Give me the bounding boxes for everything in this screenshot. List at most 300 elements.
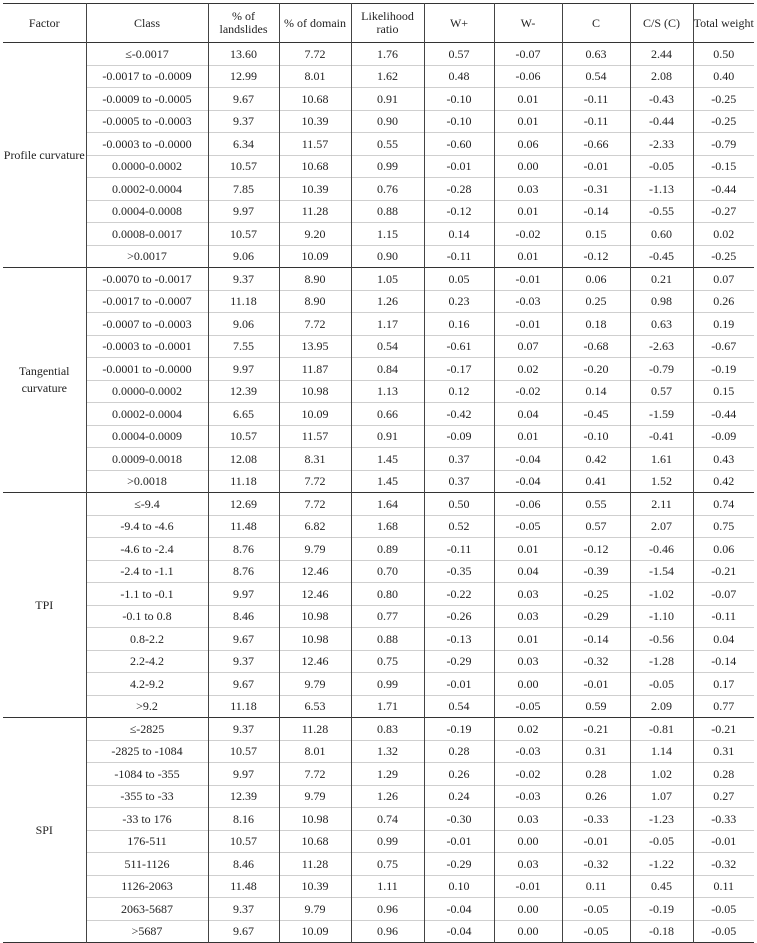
pct-domain-cell: 10.98 [279,628,351,651]
studentized-contrast-cell: 0.98 [630,290,693,313]
class-cell: -1084 to -355 [86,763,208,786]
w-minus-cell: -0.01 [494,268,562,291]
pct-domain-cell: 10.98 [279,605,351,628]
contrast-cell: 0.06 [562,268,630,291]
total-weight-cell: 0.11 [693,875,754,898]
total-weight-cell: -0.79 [693,133,754,156]
pct-domain-cell: 10.09 [279,920,351,943]
w-minus-cell: 0.01 [494,245,562,268]
likelihood-ratio-cell: 1.76 [351,43,424,66]
pct-domain-cell: 7.72 [279,313,351,336]
w-plus-cell: 0.10 [424,875,494,898]
studentized-contrast-cell: -2.63 [630,335,693,358]
table-row [3,875,754,898]
table-row [3,448,754,471]
w-minus-cell: 0.00 [494,155,562,178]
class-cell: ≤-2825 [86,718,208,741]
studentized-contrast-cell: -1.13 [630,178,693,201]
pct-domain-cell: 10.39 [279,178,351,201]
w-minus-cell: 0.03 [494,808,562,831]
w-minus-cell: -0.02 [494,223,562,246]
table-row [3,470,754,493]
pct-landslides-cell: 9.37 [208,110,279,133]
class-cell: >9.2 [86,695,208,718]
w-minus-cell: -0.05 [494,695,562,718]
header-pct-landslides: % of landslides [208,4,279,43]
total-weight-cell: -0.19 [693,358,754,381]
pct-domain-cell: 9.20 [279,223,351,246]
pct-landslides-cell: 10.57 [208,830,279,853]
total-weight-cell: -0.09 [693,425,754,448]
pct-landslides-cell: 9.67 [208,88,279,111]
pct-domain-cell: 8.01 [279,65,351,88]
w-plus-cell: 0.12 [424,380,494,403]
pct-landslides-cell: 11.18 [208,290,279,313]
pct-domain-cell: 10.09 [279,245,351,268]
table-row [3,515,754,538]
contrast-cell: -0.01 [562,673,630,696]
pct-landslides-cell: 9.37 [208,718,279,741]
likelihood-ratio-cell: 1.45 [351,470,424,493]
pct-domain-cell: 9.79 [279,785,351,808]
w-minus-cell: 0.04 [494,403,562,426]
total-weight-cell: -0.11 [693,605,754,628]
total-weight-cell: -0.33 [693,808,754,831]
likelihood-ratio-cell: 0.77 [351,605,424,628]
header-studentized-contrast: C/S (C) [630,4,693,43]
studentized-contrast-cell: -1.59 [630,403,693,426]
pct-domain-cell: 10.68 [279,155,351,178]
pct-domain-cell: 11.28 [279,853,351,876]
table-row [3,920,754,943]
studentized-contrast-cell: 1.02 [630,763,693,786]
table-row [3,245,754,268]
likelihood-ratio-cell: 0.74 [351,808,424,831]
w-minus-cell: -0.04 [494,470,562,493]
pct-landslides-cell: 8.46 [208,853,279,876]
w-minus-cell: -0.01 [494,875,562,898]
table-row [3,380,754,403]
class-cell: 511-1126 [86,853,208,876]
studentized-contrast-cell: 0.45 [630,875,693,898]
pct-landslides-cell: 8.76 [208,538,279,561]
pct-landslides-cell: 9.97 [208,358,279,381]
total-weight-cell: 0.02 [693,223,754,246]
likelihood-ratio-cell: 0.75 [351,650,424,673]
total-weight-cell: 0.43 [693,448,754,471]
pct-landslides-cell: 6.65 [208,403,279,426]
w-minus-cell: 0.00 [494,898,562,921]
w-minus-cell: -0.03 [494,290,562,313]
contrast-cell: -0.11 [562,110,630,133]
likelihood-ratio-cell: 1.17 [351,313,424,336]
likelihood-ratio-cell: 0.91 [351,88,424,111]
studentized-contrast-cell: -0.56 [630,628,693,651]
contrast-cell: 0.55 [562,493,630,516]
pct-landslides-cell: 9.97 [208,200,279,223]
studentized-contrast-cell: 0.57 [630,380,693,403]
w-plus-cell: -0.04 [424,920,494,943]
pct-domain-cell: 10.98 [279,808,351,831]
pct-domain-cell: 10.39 [279,110,351,133]
pct-domain-cell: 10.98 [279,380,351,403]
class-cell: 0.0000-0.0002 [86,380,208,403]
pct-landslides-cell: 9.06 [208,313,279,336]
total-weight-cell: -0.25 [693,245,754,268]
pct-domain-cell: 10.09 [279,403,351,426]
class-cell: -355 to -33 [86,785,208,808]
total-weight-cell: 0.74 [693,493,754,516]
contrast-cell: 0.42 [562,448,630,471]
studentized-contrast-cell: -0.19 [630,898,693,921]
pct-landslides-cell: 11.48 [208,875,279,898]
pct-domain-cell: 10.68 [279,830,351,853]
class-cell: 2.2-4.2 [86,650,208,673]
pct-landslides-cell: 9.97 [208,763,279,786]
pct-domain-cell: 10.68 [279,88,351,111]
factor-cell: SPI [35,822,53,837]
pct-domain-cell: 11.28 [279,718,351,741]
studentized-contrast-cell: -2.33 [630,133,693,156]
w-minus-cell: 0.07 [494,335,562,358]
total-weight-cell: -0.32 [693,853,754,876]
contrast-cell: -0.68 [562,335,630,358]
pct-landslides-cell: 12.69 [208,493,279,516]
class-cell: 0.0000-0.0002 [86,155,208,178]
likelihood-ratio-cell: 1.45 [351,448,424,471]
class-cell: >0.0017 [86,245,208,268]
total-weight-cell: 0.31 [693,740,754,763]
contrast-cell: -0.14 [562,628,630,651]
w-plus-cell: 0.23 [424,290,494,313]
likelihood-ratio-cell: 0.88 [351,200,424,223]
pct-domain-cell: 8.31 [279,448,351,471]
pct-landslides-cell: 10.57 [208,425,279,448]
table-row [3,200,754,223]
w-minus-cell: 0.00 [494,673,562,696]
w-plus-cell: -0.12 [424,200,494,223]
likelihood-ratio-cell: 0.76 [351,178,424,201]
class-cell: >0.0018 [86,470,208,493]
w-plus-cell: -0.22 [424,583,494,606]
total-weight-cell: -0.05 [693,898,754,921]
w-minus-cell: 0.01 [494,628,562,651]
contrast-cell: -0.32 [562,853,630,876]
likelihood-ratio-cell: 0.90 [351,245,424,268]
w-plus-cell: 0.50 [424,493,494,516]
w-plus-cell: 0.24 [424,785,494,808]
header-w-plus: W+ [424,4,494,43]
w-plus-cell: 0.26 [424,763,494,786]
contrast-cell: 0.26 [562,785,630,808]
table-row [3,493,754,516]
studentized-contrast-cell: 0.63 [630,313,693,336]
table-row [3,178,754,201]
w-plus-cell: -0.10 [424,110,494,133]
w-plus-cell: 0.37 [424,448,494,471]
total-weight-cell: -0.25 [693,110,754,133]
pct-landslides-cell: 12.99 [208,65,279,88]
w-minus-cell: 0.03 [494,583,562,606]
contrast-cell: 0.63 [562,43,630,66]
pct-landslides-cell: 12.08 [208,448,279,471]
landslide-weights-table [3,3,754,943]
class-cell: ≤-0.0017 [86,43,208,66]
class-cell: 0.0002-0.0004 [86,403,208,426]
class-cell: -33 to 176 [86,808,208,831]
likelihood-ratio-cell: 1.26 [351,290,424,313]
pct-domain-cell: 9.79 [279,898,351,921]
header-pct-domain: % of domain [279,4,351,43]
table-row [3,628,754,651]
contrast-cell: 0.14 [562,380,630,403]
class-cell: -2.4 to -1.1 [86,560,208,583]
class-cell: 0.0008-0.0017 [86,223,208,246]
pct-landslides-cell: 12.39 [208,785,279,808]
studentized-contrast-cell: -0.45 [630,245,693,268]
pct-landslides-cell: 11.18 [208,470,279,493]
w-plus-cell: -0.01 [424,155,494,178]
w-minus-cell: 0.01 [494,425,562,448]
table-row [3,65,754,88]
pct-domain-cell: 12.46 [279,650,351,673]
likelihood-ratio-cell: 1.62 [351,65,424,88]
header-total-weight: Total weight [693,4,754,43]
total-weight-cell: -0.67 [693,335,754,358]
total-weight-cell: 0.42 [693,470,754,493]
table-row [3,853,754,876]
likelihood-ratio-cell: 0.84 [351,358,424,381]
contrast-cell: -0.21 [562,718,630,741]
factor-group [3,43,754,268]
w-plus-cell: 0.14 [424,223,494,246]
total-weight-cell: 0.15 [693,380,754,403]
pct-landslides-cell: 9.37 [208,898,279,921]
header-factor: Factor [28,15,60,30]
w-plus-cell: -0.26 [424,605,494,628]
class-cell: -0.0003 to -0.0001 [86,335,208,358]
contrast-cell: -0.01 [562,830,630,853]
total-weight-cell: 0.04 [693,628,754,651]
contrast-cell: -0.31 [562,178,630,201]
w-plus-cell: 0.28 [424,740,494,763]
likelihood-ratio-cell: 0.99 [351,673,424,696]
contrast-cell: -0.14 [562,200,630,223]
w-plus-cell: -0.29 [424,650,494,673]
class-cell: -0.0005 to -0.0003 [86,110,208,133]
w-plus-cell: -0.01 [424,673,494,696]
pct-landslides-cell: 9.37 [208,268,279,291]
w-plus-cell: -0.35 [424,560,494,583]
pct-domain-cell: 11.57 [279,425,351,448]
likelihood-ratio-cell: 0.54 [351,335,424,358]
table-row [3,560,754,583]
w-minus-cell: 0.03 [494,178,562,201]
table-row [3,223,754,246]
pct-landslides-cell: 9.67 [208,920,279,943]
w-minus-cell: 0.02 [494,718,562,741]
total-weight-cell: 0.26 [693,290,754,313]
likelihood-ratio-cell: 1.15 [351,223,424,246]
likelihood-ratio-cell: 1.32 [351,740,424,763]
contrast-cell: -0.29 [562,605,630,628]
pct-domain-cell: 9.79 [279,673,351,696]
table-row [3,718,754,741]
header-contrast: C [562,4,630,43]
total-weight-cell: 0.07 [693,268,754,291]
header-w-minus: W- [494,4,562,43]
pct-domain-cell: 10.39 [279,875,351,898]
table-row [3,268,754,291]
contrast-cell: 0.11 [562,875,630,898]
studentized-contrast-cell: -0.18 [630,920,693,943]
class-cell: -0.0017 to -0.0009 [86,65,208,88]
total-weight-cell: -0.21 [693,560,754,583]
likelihood-ratio-cell: 1.68 [351,515,424,538]
w-minus-cell: 0.03 [494,853,562,876]
studentized-contrast-cell: 0.60 [630,223,693,246]
likelihood-ratio-cell: 0.88 [351,628,424,651]
studentized-contrast-cell: -0.41 [630,425,693,448]
pct-landslides-cell: 8.46 [208,605,279,628]
studentized-contrast-cell: 1.52 [630,470,693,493]
total-weight-cell: 0.06 [693,538,754,561]
class-cell: 0.0004-0.0009 [86,425,208,448]
pct-domain-cell: 12.46 [279,560,351,583]
contrast-cell: -0.05 [562,920,630,943]
w-minus-cell: 0.01 [494,88,562,111]
table-row [3,43,754,66]
table-row [3,785,754,808]
contrast-cell: -0.11 [562,88,630,111]
class-cell: ≤-9.4 [86,493,208,516]
w-minus-cell: 0.03 [494,650,562,673]
total-weight-cell: 0.17 [693,673,754,696]
w-minus-cell: 0.01 [494,538,562,561]
w-minus-cell: -0.03 [494,740,562,763]
table-row [3,313,754,336]
w-minus-cell: -0.06 [494,65,562,88]
pct-landslides-cell: 9.06 [208,245,279,268]
factor-group [3,493,754,718]
w-plus-cell: -0.29 [424,853,494,876]
pct-domain-cell: 8.90 [279,290,351,313]
studentized-contrast-cell: -0.46 [630,538,693,561]
contrast-cell: 0.28 [562,763,630,786]
w-minus-cell: -0.02 [494,763,562,786]
pct-landslides-cell: 6.34 [208,133,279,156]
table-row [3,673,754,696]
total-weight-cell: 0.27 [693,785,754,808]
class-cell: -0.0009 to -0.0005 [86,88,208,111]
pct-domain-cell: 11.28 [279,200,351,223]
contrast-cell: -0.32 [562,650,630,673]
total-weight-cell: 0.77 [693,695,754,718]
contrast-cell: -0.33 [562,808,630,831]
studentized-contrast-cell: -1.22 [630,853,693,876]
total-weight-cell: 0.40 [693,65,754,88]
studentized-contrast-cell: -1.28 [630,650,693,673]
w-plus-cell: -0.60 [424,133,494,156]
likelihood-ratio-cell: 0.99 [351,155,424,178]
pct-domain-cell: 7.72 [279,470,351,493]
studentized-contrast-cell: 1.07 [630,785,693,808]
contrast-cell: -0.39 [562,560,630,583]
table-row [3,830,754,853]
w-plus-cell: -0.13 [424,628,494,651]
class-cell: 176-511 [86,830,208,853]
w-plus-cell: 0.57 [424,43,494,66]
total-weight-cell: -0.07 [693,583,754,606]
pct-landslides-cell: 7.55 [208,335,279,358]
pct-landslides-cell: 10.57 [208,223,279,246]
studentized-contrast-cell: -0.05 [630,673,693,696]
likelihood-ratio-cell: 1.26 [351,785,424,808]
w-minus-cell: 0.01 [494,110,562,133]
pct-domain-cell: 13.95 [279,335,351,358]
w-minus-cell: 0.01 [494,200,562,223]
class-cell: -0.0003 to -0.0000 [86,133,208,156]
contrast-cell: -0.01 [562,155,630,178]
w-plus-cell: -0.42 [424,403,494,426]
pct-domain-cell: 7.72 [279,763,351,786]
total-weight-cell: -0.25 [693,88,754,111]
studentized-contrast-cell: 0.21 [630,268,693,291]
pct-landslides-cell: 8.16 [208,808,279,831]
likelihood-ratio-cell: 0.70 [351,560,424,583]
w-plus-cell: -0.28 [424,178,494,201]
pct-landslides-cell: 8.76 [208,560,279,583]
table-row [3,538,754,561]
factor-cell: Tangential curvature [19,364,70,395]
pct-landslides-cell: 11.18 [208,695,279,718]
table-row [3,335,754,358]
contrast-cell: -0.05 [562,898,630,921]
table-row [3,695,754,718]
total-weight-cell: -0.27 [693,200,754,223]
w-plus-cell: -0.30 [424,808,494,831]
class-cell: -0.0001 to -0.0000 [86,358,208,381]
class-cell: -0.0070 to -0.0017 [86,268,208,291]
class-cell: 0.8-2.2 [86,628,208,651]
class-cell: 0.0004-0.0008 [86,200,208,223]
table-row [3,763,754,786]
table-row [3,403,754,426]
pct-landslides-cell: 10.57 [208,155,279,178]
pct-landslides-cell: 12.39 [208,380,279,403]
class-cell: 0.0009-0.0018 [86,448,208,471]
class-cell: 4.2-9.2 [86,673,208,696]
likelihood-ratio-cell: 0.96 [351,920,424,943]
factor-group [3,268,754,493]
likelihood-ratio-cell: 0.99 [351,830,424,853]
total-weight-cell: -0.14 [693,650,754,673]
contrast-cell: 0.57 [562,515,630,538]
likelihood-ratio-cell: 0.89 [351,538,424,561]
header-likelihood-ratio: Likelihood ratio [351,4,424,43]
table-row [3,808,754,831]
pct-landslides-cell: 11.48 [208,515,279,538]
studentized-contrast-cell: -0.05 [630,155,693,178]
w-plus-cell: 0.54 [424,695,494,718]
likelihood-ratio-cell: 0.96 [351,898,424,921]
table-row [3,740,754,763]
studentized-contrast-cell: 1.14 [630,740,693,763]
w-plus-cell: -0.11 [424,245,494,268]
contrast-cell: -0.66 [562,133,630,156]
w-minus-cell: -0.05 [494,515,562,538]
contrast-cell: 0.59 [562,695,630,718]
